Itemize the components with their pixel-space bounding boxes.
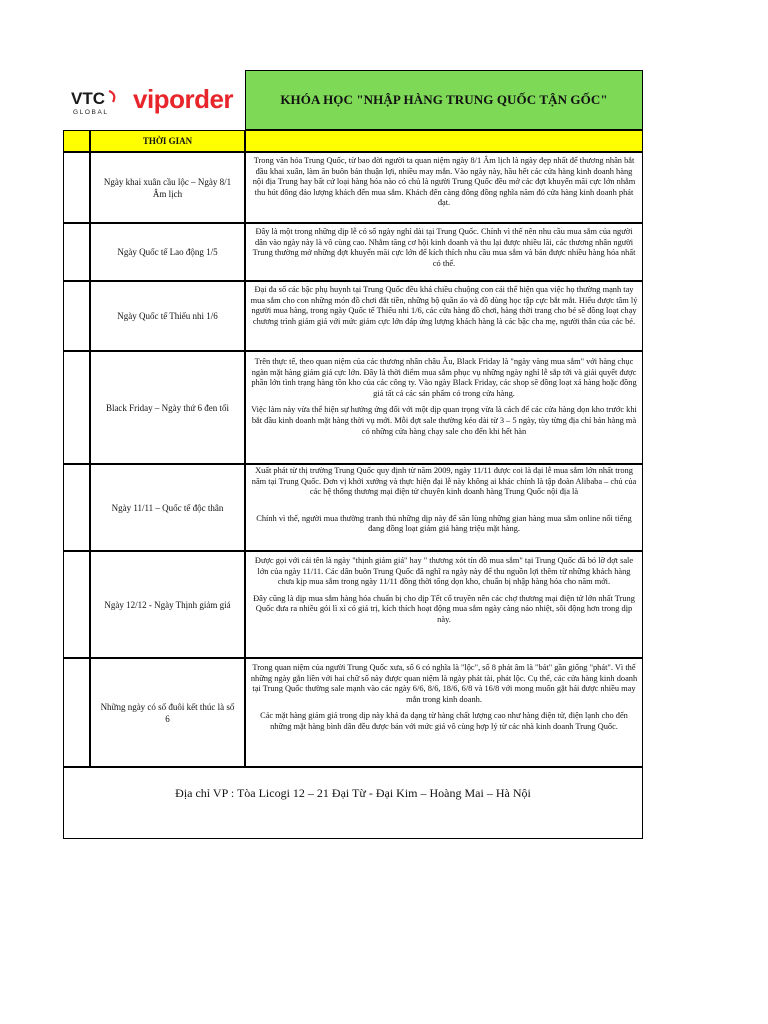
date-label-cell bbox=[90, 464, 245, 551]
description-cell bbox=[245, 281, 643, 351]
table-row bbox=[63, 223, 643, 281]
date-label: Ngày 12/12 - Ngày Thịnh giảm giá bbox=[104, 599, 231, 610]
date-label-cell bbox=[90, 152, 245, 223]
vtc-logo-icon bbox=[69, 84, 125, 116]
date-label: Những ngày có số đuôi kết thúc là số 6 bbox=[100, 701, 235, 724]
office-address: Địa chỉ VP : Tòa Licogi 12 – 21 Đại Từ - Đại Kim – Hoàng Mai – Hà Nội bbox=[175, 786, 531, 800]
time-header-cell bbox=[90, 130, 245, 152]
index-header-cell bbox=[63, 130, 90, 152]
date-label-cell bbox=[90, 551, 245, 658]
description-cell bbox=[245, 152, 643, 223]
date-label: Ngày khai xuân cầu lộc – Ngày 8/1 Âm lịch bbox=[103, 176, 232, 199]
course-title-cell bbox=[245, 70, 643, 130]
table-row bbox=[63, 351, 643, 464]
date-label: Black Friday – Ngày thứ 6 đen tối bbox=[105, 402, 230, 413]
description-cell bbox=[245, 223, 643, 281]
description-cell bbox=[245, 658, 643, 767]
index-cell bbox=[63, 658, 90, 767]
date-label-cell bbox=[90, 658, 245, 767]
time-header-label: THỜI GIAN bbox=[142, 136, 193, 146]
table-row bbox=[63, 658, 643, 767]
viporder-logo: viporder bbox=[133, 84, 234, 114]
date-label-cell bbox=[90, 281, 245, 351]
description-text: Chính vì thế, người mua thường tranh thủ những dịp này để săn lùng những gian hàng mua sắm online nổi tiếng đang đồng loạt giảm giá hàng triệu mặt hàng. bbox=[256, 513, 632, 534]
page-title: KHÓA HỌC "NHẬP HÀNG TRUNG QUỐC TẬN GỐC" bbox=[280, 92, 608, 107]
description-text: Đại đa số các bậc phụ huynh tại Trung Quốc đều khá chiều chuộng con cái thể hiện qua việc họ thường mạnh tay mua sắm cho con những món đồ chơi đắt tiền, những bộ quần áo và đồ dùng học tập cực bắt mắt. Hiểu được tâm lý người mua hàng, trong ngày Quốc tế Thiếu nhi 1/6, các cửa hàng đồ chơi, hàng thời trang cho bé sẽ đồng loạt chạy chương trình giảm giá với mức giảm cực lớn đáp ứng lượng khách hàng là các bậc cha mẹ, người thân của các bé. bbox=[250, 285, 638, 326]
header-row bbox=[63, 70, 643, 130]
table-row bbox=[63, 152, 643, 223]
description-text: Đây cũng là dịp mua sắm hàng hóa chuẩn bị cho dịp Tết cổ truyền nên các chợ thương mại điện tử lớn nhất Trung Quốc đưa ra nhiều gói lì xì có giá trị, kích thích hoạt động mua sắm ngày càng náo nhiệt, sôi động hơn trong dịp này. bbox=[253, 593, 635, 624]
index-cell bbox=[63, 551, 90, 658]
description-text: Trên thực tế, theo quan niệm của các thương nhân châu Âu, Black Friday là "ngày vàng mua sắm" với hàng chục ngàn mặt hàng giảm giá cực lớn. Đây là thời điểm mua sắm phục vụ những ngày nghỉ lễ sắp tới và giải quyết được phần lớn tình trạng hàng tồn kho của các công ty. Vào ngày Black Friday, các shop sẽ đồng loạt xả hàng hoặc đồng giá tất cả các sản phẩm có trong cửa hàng. bbox=[251, 357, 637, 398]
date-label: Ngày Quốc tế Lao động 1/5 bbox=[117, 247, 218, 257]
column-header-row bbox=[63, 130, 643, 152]
table-row bbox=[63, 464, 643, 551]
description-cell bbox=[245, 464, 643, 551]
date-label-cell bbox=[90, 351, 245, 464]
description-text: Trong quan niệm của người Trung Quốc xưa, số 6 có nghĩa là "lộc", số 8 phát âm là "bát" gần giống "phát". Vì thế những ngày gắn liền với hai chữ số này được quan niệm là ngày phát tài, phát lộc. Cụ thể, các cửa hàng kinh doanh tại Trung Quốc thường sale mạnh vào các ngày 6/6, 8/6, 18/6, 6/8 và 16/8 với mong muốn gặt hái được nhiều may mắn trong kinh doanh. bbox=[250, 663, 638, 704]
index-cell bbox=[63, 152, 90, 223]
svg-text:GLOBAL: GLOBAL bbox=[73, 109, 109, 116]
svg-text:VTC: VTC bbox=[71, 89, 105, 108]
table-row bbox=[63, 281, 643, 351]
description-text: Việc làm này vừa thể hiện sự hưởng ứng đối với một dịp quan trọng vừa là cách để các cửa hàng dọn kho trước khi bắt đầu kinh doanh mặt hàng thời vụ mới. Mỗi đợt sale thường kéo dài từ 3 – 5 ngày, tùy từng địa chỉ bán hàng mà có những cửa hàng chạy sale cho đến khi hết hàn bbox=[251, 405, 637, 436]
date-label: Ngày 11/11 – Quốc tế độc thân bbox=[111, 502, 224, 513]
description-text: Trong văn hóa Trung Quốc, từ bao đời người ta quan niệm ngày 8/1 Âm lịch là ngày đẹp nhất để thương nhân bắt đầu khai xuân, làm ăn buôn bán thuận lợi, nhiều may mắn. Vào ngày này, hầu hết các cửa hàng kinh doanh hàng nội địa Trung hay bất cứ loại hàng hóa nào có chủ là người Trung Quốc đều mở các đợt khuyến mãi cực lớn nhằm thu hút đông đảo lượng khách đến mua sắm. Khách đến càng đông đồng nghĩa năm đó cửa hàng kinh doanh phát đạt. bbox=[252, 156, 636, 208]
logo-area bbox=[63, 70, 245, 130]
date-label: Ngày Quốc tế Thiếu nhi 1/6 bbox=[117, 311, 218, 321]
description-cell bbox=[245, 551, 643, 658]
description-text: Xuất phát từ thị trường Trung Quốc quy định từ năm 2009, ngày 11/11 được coi là đại lễ mua sắm lớn nhất trong năm tại Trung Quốc. Đơn vị khởi xướng và thực hiện đại lễ này không ai khác chính là tập đoàn Alibaba – chủ của các hệ thống thương mại điện tử chuyên kinh doanh hàng Trung Quốc nội địa là bbox=[251, 466, 637, 497]
index-cell bbox=[63, 281, 90, 351]
footer-row bbox=[63, 767, 643, 839]
index-cell bbox=[63, 464, 90, 551]
description-cell bbox=[245, 351, 643, 464]
description-header-cell bbox=[245, 130, 643, 152]
description-text: Các mặt hàng giảm giá trong dịp này khá đa dạng từ hàng chất lượng cao như hàng điện tử, điện lạnh cho đến những mặt hàng bình dân đều được bán với mức giá vô cùng hợp lý từ các nhà kinh doanh Trung Quốc. bbox=[260, 711, 628, 731]
table-row bbox=[63, 551, 643, 658]
date-label-cell bbox=[90, 223, 245, 281]
description-text: Được gọi với cái tên là ngày "thịnh giảm giá" hay " thương xót tín đồ mua sắm" tại Trung Quốc đã bỏ lỡ đợt sale lớn của ngày 11/11. Các dân buôn Trung Quốc đã nghĩ ra ngày này để thu nguồn lợi thêm từ những khách hàng chưa kịp mua sắm trong ngày 11/11 đồng thời tổng dọn kho, chuẩn bị nhập hàng hóa cho năm mới. bbox=[254, 556, 634, 587]
index-cell bbox=[63, 351, 90, 464]
description-text: Đây là một trong những dịp lễ có số ngày nghỉ dài tại Trung Quốc. Chính vì thế nên nhu cầu mua sắm của người dân vào ngày này là vô cùng cao. Nhằm tăng cơ hội kinh doanh và thu lại được nhiều lãi, các thương nhân người Trung thường mở những đợt khuyến mãi cực lớn để kích thích nhu cầu mua sắm và bán được nhiều hàng hóa nhất có thể. bbox=[252, 227, 636, 268]
index-cell bbox=[63, 223, 90, 281]
